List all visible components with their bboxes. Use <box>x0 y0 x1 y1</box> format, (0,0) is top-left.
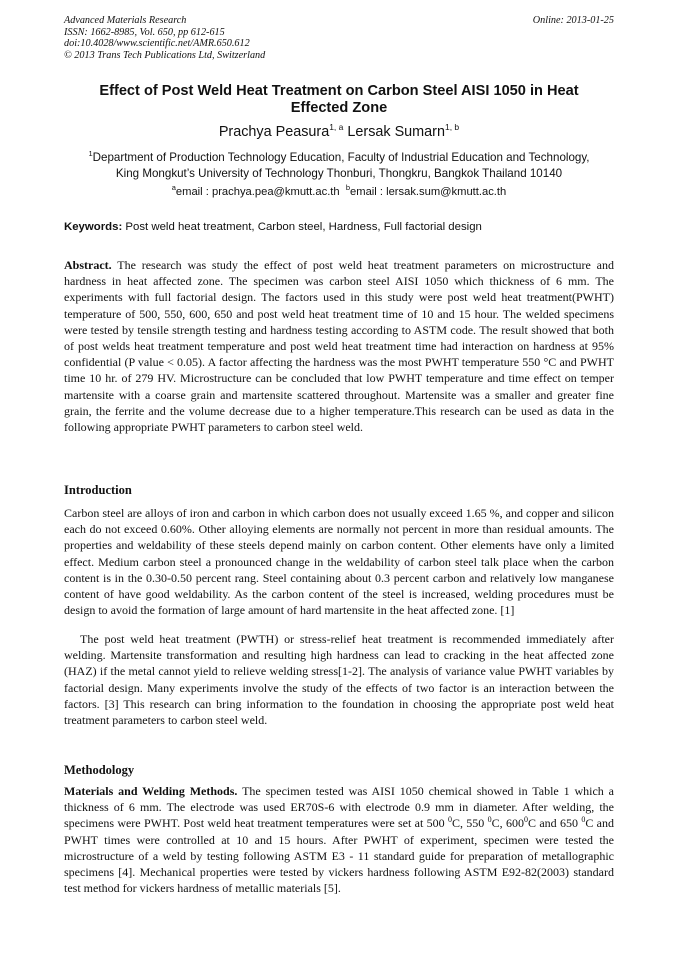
email-link[interactable]: email : lersak.sum@kmutt.ac.th <box>350 186 507 198</box>
methodology-text: C and PWHT times were controlled at 10 and 15 hours. After PWHT of experiment, specimen were tested the microstructure of a weld by testing following ASTM E3 - 11 standard guide for preparation of metallographic specimens [4]. Mechanical properties were tested by vickers hardness following ASTM E92-82(2003) standard test method for vickers hardness of metallic materials [5]. <box>64 816 614 896</box>
introduction-paragraph: Carbon steel are alloys of iron and carbon in which carbon does not usually exceed 1.65 %, and copper and silicon each do not exceed 0.60%. Other alloying elements are normally not percent in more than residual amounts. The properties and weldability of these steels depend mainly on carbon content. Other elements have only a limited effect. Medium carbon steel a pronounced change in the weldability of carbon steel talk place when the carbon content is in the 0.30-0.50 percent rang. Steel containing about 0.3 percent carbon and relatively low manganese content of have good weldability. As the carbon content of the steel is increased, welding procedures must be design to avoid the formation of large amount of hard martensite in the heat affected zone. [1] <box>64 506 614 618</box>
journal-issn: ISSN: 1662-8985, Vol. 650, pp 612-615 <box>64 26 225 38</box>
author-name: Prachya Peasura <box>218 124 330 140</box>
keywords-text: Post weld heat treatment, Carbon steel, Hardness, Full factorial design <box>125 221 482 233</box>
email-marker: a <box>171 183 176 192</box>
keywords <box>64 220 614 234</box>
email-link[interactable]: email : prachya.pea@kmutt.ac.th <box>175 186 340 198</box>
degree-superscript: 0 <box>447 815 452 825</box>
author-name: Lersak Sumarn <box>347 124 445 140</box>
journal-doi: doi:10.4028/www.scientific.net/AMR.650.612 <box>64 38 250 49</box>
methodology-text: C and 650 <box>527 816 582 831</box>
affiliation-marker: 1 <box>88 149 93 158</box>
author-superscript: 1, b <box>444 122 460 132</box>
methodology-paragraph <box>64 783 614 896</box>
degree-superscript: 0 <box>581 815 586 825</box>
methodology-text: C, 550 <box>451 816 488 831</box>
online-date: Online: 2013-01-25 <box>532 15 614 26</box>
section-heading-methodology: Methodology <box>64 763 135 777</box>
journal-header <box>64 15 614 61</box>
paper-title: Effect of Post Weld Heat Treatment on Carbon Steel AISI 1050 in Heat Effected Zone <box>99 83 579 116</box>
abstract-text: The research was study the effect of post weld heat treatment parameters on microstructure and hardness in heat affected zone. The specimen was carbon steel AISI 1050 which thickness of 6 mm. The experiments with full factorial design. The factors used in this study were post weld heat treatment(PWHT) temperature of 500, 550, 600, 650 and post weld heat treatment time of 10 and 15 hour. The welded specimens were tested by tensile strength testing and hardness testing according to ASTM code. The result showed that both of post welds heat treatment temperature and post weld heat treatment time had interaction on hardness at 95% confidential (P value < 0.05). A factor affecting the hardness was the most PWHT temperature 550 °C and PWHT time 10 hr. of 279 HV. Microstructure can be concluded that low PWHT temperature and time effect on temper martensite with a coarse grain and martensite scattered throughout. Martensite was a smaller and greater fine grain, the ferrite and the volume decrease due to a higher temperature.This research can be used as data in the following appropriate PWHT parameters to carbon steel weld. <box>64 258 614 435</box>
methodology-text: C, 600 <box>491 816 524 831</box>
introduction-paragraph: The post weld heat treatment (PWTH) or stress-relief heat treatment is recommended immediately after welding. Martensite transformation and resulting high hardness can lead to cracking in the heat affected zone (HAZ) if the metal cannot yield to relieve welding stress[1-2]. The analysis of variance value PWHT variables by factorial design. Many experiments involve the study of the effects of two factor is an interaction between the factors. [3] This research can bring information to the foundation in choosing the appropriate post weld heat treatment parameters to carbon steel weld. <box>64 632 614 728</box>
section-heading-introduction: Introduction <box>64 483 132 497</box>
affiliation <box>64 150 614 181</box>
abstract-label: Abstract. <box>64 258 112 272</box>
journal-copyright: © 2013 Trans Tech Publications Ltd, Switzerland <box>64 49 266 61</box>
author-list <box>64 124 614 141</box>
journal-name: Advanced Materials Research <box>64 15 187 26</box>
keywords-label: Keywords: <box>64 221 123 233</box>
author-superscript: 1, a <box>329 122 344 132</box>
email-marker: b <box>345 183 351 192</box>
methodology-text: The specimen tested was AISI 1050 chemical showed in Table 1 which a thickness of 6 mm. The electrode was used ER70S-6 with electrode 0.9 mm in diameter. After welding, the specimens were PWHT. Post weld heat treatment temperatures were set at 500 <box>64 784 614 831</box>
degree-superscript: 0 <box>523 815 528 825</box>
abstract <box>64 257 614 435</box>
affiliation-line: Department of Production Technology Education, Faculty of Industrial Education and Technology, <box>92 151 590 164</box>
author-emails <box>64 185 614 199</box>
degree-superscript: 0 <box>487 815 492 825</box>
affiliation-line: King Mongkut’s University of Technology Thonburi, Thongkru, Bangkok Thailand 10140 <box>115 166 563 180</box>
subsection-heading: Materials and Welding Methods. <box>64 784 238 798</box>
